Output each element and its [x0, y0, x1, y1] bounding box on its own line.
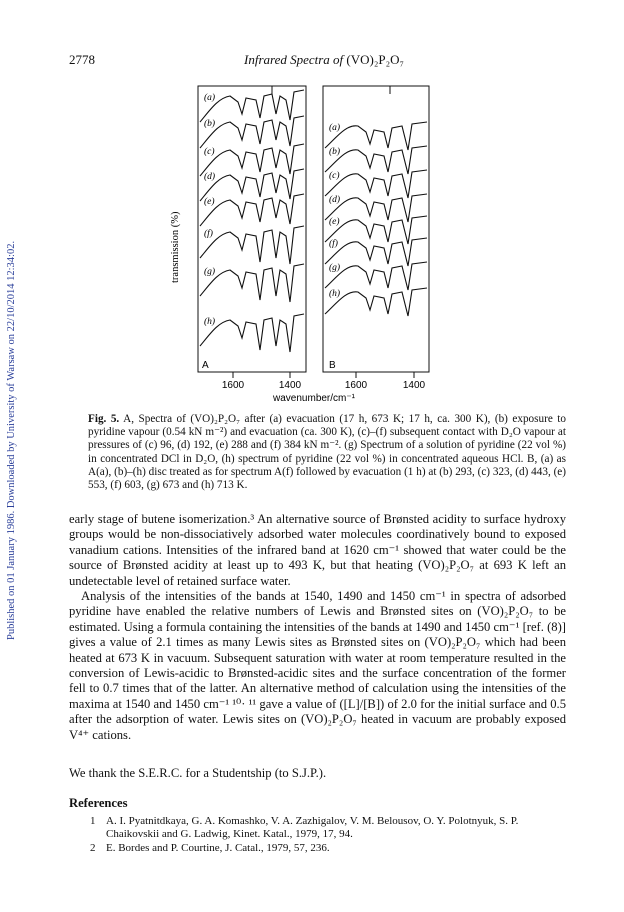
panel-a-trace-label: (g): [204, 267, 216, 277]
panel-b-trace-a: [325, 122, 427, 150]
panel-a-trace-b: [200, 116, 304, 148]
reference-item: [90, 842, 566, 855]
references-heading: References: [69, 796, 128, 810]
panel-b-tick-label-1400: 1400: [402, 380, 426, 391]
reference-item: [90, 815, 566, 841]
panel-b-trace-c: [325, 170, 427, 198]
page-header: [69, 52, 565, 70]
figure-caption: [88, 413, 566, 492]
reference-text: A. I. Pyatnitdkaya, G. A. Komashko, V. A. Zazhigalov, V. M. Belousov, O. Y. Polotnyuk, S. P. Chaikovskii and G. Ladwig, Kinet. Katal., 1979, 17, 94.: [106, 815, 519, 840]
panel-a-trace-label: (d): [204, 172, 216, 182]
panel-b-tick-label-1600: 1600: [344, 380, 368, 391]
panel-b-traces: [325, 122, 427, 316]
running-title-formula: (VO)₂P₂O₇: [346, 52, 405, 67]
download-notice: Published on 01 January 1986. Downloaded by University of Warsaw on 22/10/2014 12:34:02.: [6, 240, 17, 640]
panel-b: [323, 86, 429, 391]
panel-a-trace-label: (e): [204, 197, 215, 207]
panel-a-trace-h: [200, 314, 304, 352]
panel-a-trace-e: [200, 194, 304, 226]
panel-b-trace-label: (d): [329, 195, 341, 205]
panel-b-trace-f: [325, 238, 427, 266]
panel-b-trace-label: (a): [329, 123, 341, 133]
panel-a-tick-label-1400: 1400: [278, 380, 302, 391]
panel-b-trace-label: (f): [329, 239, 338, 249]
body-text: [69, 512, 566, 743]
references-list: [90, 815, 566, 856]
body-paragraph-1: early stage of butene isomerization.³ An alternative source of Brønsted acidity to surface hydroxy groups would be non-dissociatively adsorbed water molecules coordinatively bound to exposed vanadium cations. Intensities of the infrared band at 1620 cm⁻¹ showed that water could be the source of Brønsted acidity at least up to 493 K, but that heating (VO)₂P₂O₇ at 693 K left an undetectable level of retained surface water.: [69, 512, 566, 588]
panel-b-trace-label: (g): [329, 263, 341, 273]
panel-b-trace-label: (e): [329, 217, 340, 227]
panel-a-trace-d: [200, 169, 304, 201]
panel-b-trace-label: (c): [329, 171, 340, 181]
panel-b-trace-label: (b): [329, 147, 341, 157]
panel-a-traces: [200, 90, 304, 352]
y-axis-label: transmission (%): [170, 211, 181, 283]
reference-number: 2: [90, 842, 96, 854]
page-number: 2778: [69, 52, 95, 67]
acknowledgement: We thank the S.E.R.C. for a Studentship (to S.J.P.).: [69, 766, 327, 780]
panel-a-trace-g: [200, 264, 304, 302]
panel-a-trace-label: (b): [204, 119, 216, 129]
body-paragraph-2: Analysis of the intensities of the bands at 1540, 1490 and 1450 cm⁻¹ in spectra of adsorbed pyridine have enabled the relative numbers of Lewis and Brønsted sites on (VO)₂P₂O₇ to be estimated. Using a formula containing the intensities of the bands at 1490 and 1450 cm⁻¹ [ref. (8)] gives a value of 2.1 times as many Lewis sites as Brønsted sites on (VO)₂P₂O₇ which had been heated at 673 K in vacuum. Subsequent saturation with water at room temperature resulted in the conversion of Lewis-acidic to Brønsted-acidic sites and the surface concentration of the former fell to 0.7 times that of the latter. An alternative method of calculation using the intensities of the maxima at 1540 and 1450 cm⁻¹ ¹⁰· ¹¹ gave a value of ([L]/[B]) of 2.0 for the initial surface and 0.5 after the adsorption of water. Lewis sites on (VO)₂P₂O₇ heated in vacuum are probably exposed V⁴⁺ cations.: [69, 589, 566, 742]
panel-a-trace-label: (a): [204, 93, 216, 103]
panel-b-trace-b: [325, 146, 427, 174]
reference-number: 1: [90, 815, 96, 827]
caption-label: Fig. 5.: [88, 413, 120, 425]
panel-a-label: A: [202, 360, 209, 371]
spectra-figure: [170, 78, 460, 408]
panel-a-trace-f: [200, 226, 304, 264]
panel-a-trace-c: [200, 144, 304, 176]
reference-text: E. Bordes and P. Courtine, J. Catal., 1979, 57, 236.: [106, 842, 330, 854]
panel-b-label: B: [329, 360, 336, 371]
x-axis-label: wavenumber/cm⁻¹: [273, 393, 355, 404]
panel-a-tick-label-1600: 1600: [221, 380, 245, 391]
caption-text: A, Spectra of (VO)₂P₂O₇ after (a) evacuation (17 h, 673 K; 17 h, ca. 300 K), (b) exposure to pyridine vapour (0.54 kN m⁻²) and evacuation (ca. 300 K), (c)–(f) subsequent contact with D₂O vapour at pressures of (c) 96, (d) 192, (e) 288 and (f) 384 kN m⁻². (g) Spectrum of a solution of pyridine (22 vol %) in concentrated DCl in D₂O, (h) spectrum of pyridine (22 vol %) in concentrated aqueous HCl. B, (a) as A(a), (b)–(h) disc treated as for spectrum A(f) followed by evacuation (1 h) at (b) 293, (c) 323, (d) 443, (e) 553, (f) 603, (g) 673 and (h) 713 K.: [88, 413, 566, 492]
running-title: [244, 52, 404, 68]
running-title-prefix: Infrared Spectra of: [244, 52, 347, 67]
panel-a-trace-label: (h): [204, 317, 216, 327]
panel-b-trace-label: (h): [329, 289, 341, 299]
panel-b-trace-h: [325, 288, 427, 316]
panel-a-trace-a: [200, 90, 304, 122]
figure-5: [170, 78, 460, 408]
panel-b-trace-g: [325, 262, 427, 290]
panel-a: [198, 86, 306, 391]
panel-a-trace-label: (f): [204, 229, 213, 239]
panel-a-trace-label: (c): [204, 147, 215, 157]
